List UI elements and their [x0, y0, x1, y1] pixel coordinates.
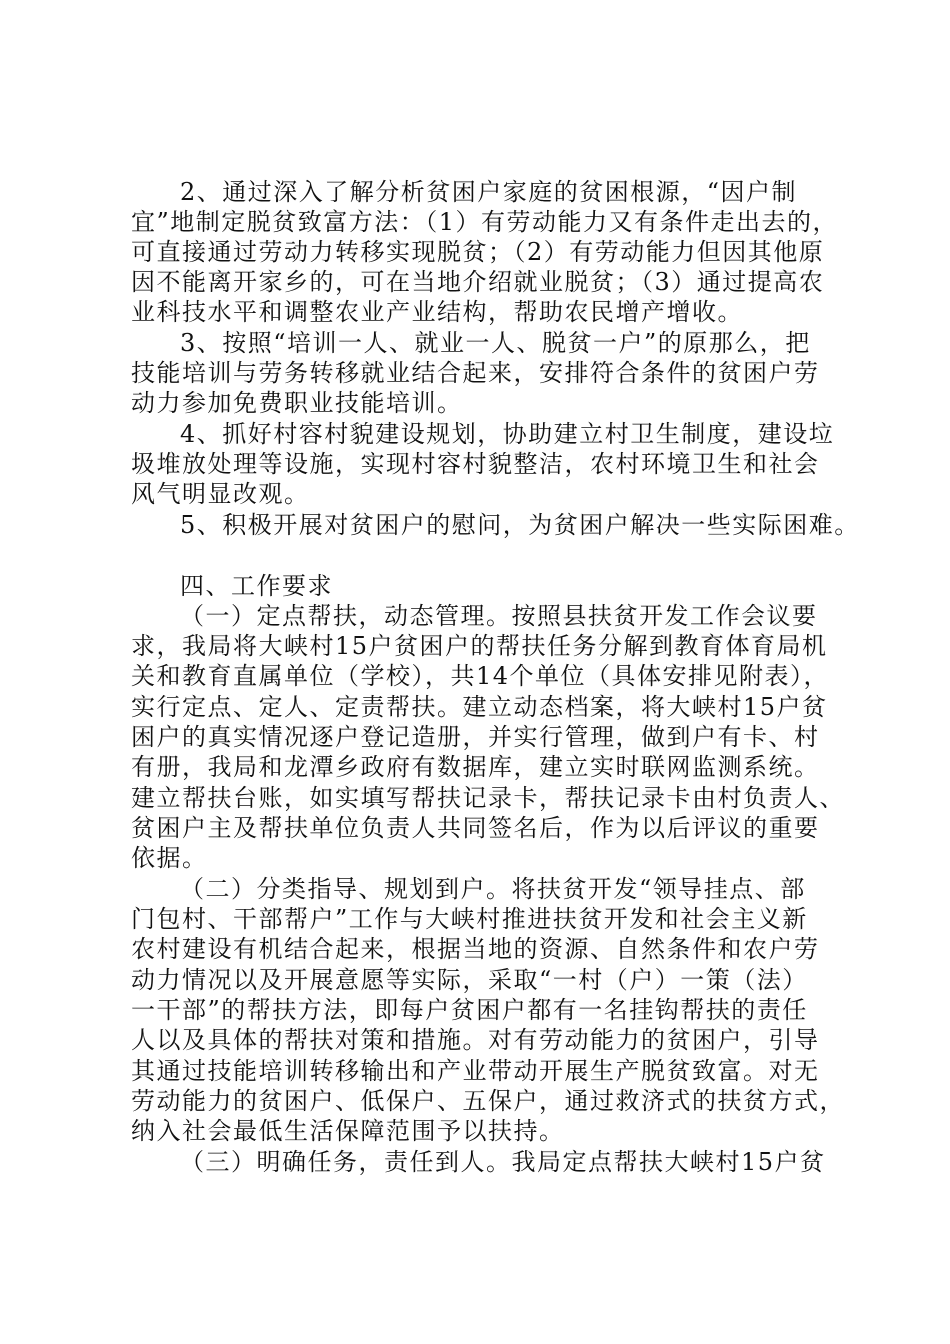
item-1-line-4: 实行定点、定人、定责帮扶。建立动态档案，将大峡村15户贫 [131, 693, 828, 721]
paragraph-2-line-3: 可直接通过劳动力转移实现脱贫；（2）有劳动能力但因其他原 [131, 238, 825, 266]
paragraph-2-line-4: 因不能离开家乡的，可在当地介绍就业脱贫；（3）通过提高农 [131, 268, 825, 296]
paragraph-4-line-2: 圾堆放处理等设施，实现村容村貌整洁，农村环境卫生和社会 [131, 450, 820, 478]
item-2-line-4: 动力情况以及开展意愿等实际，采取“一村（户）一策（法） [131, 966, 808, 994]
paragraph-4-line-1: 4、抓好村容村貌建设规划，协助建立村卫生制度，建设垃 [180, 420, 835, 448]
item-1-line-3: 关和教育直属单位（学校），共14个单位（具体安排见附表）， [131, 662, 830, 690]
item-2-line-8: 劳动能力的贫困户、低保户、五保户，通过救济式的扶贫方式， [131, 1087, 845, 1115]
item-2-line-7: 其通过技能培训转移输出和产业带动开展生产脱贫致富。对无 [131, 1057, 820, 1085]
item-3-line-1: （三）明确任务，责任到人。我局定点帮扶大峡村15户贫 [180, 1148, 826, 1176]
item-1-line-8: 贫困户主及帮扶单位负责人共同签名后，作为以后评议的重要 [131, 814, 820, 842]
item-1-line-9: 依据。 [131, 844, 208, 872]
item-2-line-1: （二）分类指导、规划到户。将扶贫开发“领导挂点、部 [180, 875, 806, 903]
item-1-line-1: （一）定点帮扶，动态管理。按照县扶贫开发工作会议要 [180, 602, 818, 630]
paragraph-3-line-2: 技能培训与劳务转移就业结合起来，安排符合条件的贫困户劳 [131, 359, 820, 387]
paragraph-2-line-5: 业科技水平和调整农业产业结构，帮助农民增产增收。 [131, 298, 743, 326]
item-1-line-7: 建立帮扶台账，如实填写帮扶记录卡，帮扶记录卡由村负责人、 [131, 784, 845, 812]
paragraph-2-line-1: 2、通过深入了解分析贫困户家庭的贫困根源，“因户制 [180, 178, 798, 206]
paragraph-3-line-3: 动力参加免费职业技能培训。 [131, 389, 463, 417]
item-2-line-9: 纳入社会最低生活保障范围予以扶持。 [131, 1117, 565, 1145]
section-heading-work-requirements: 四、工作要求 [180, 572, 333, 600]
item-1-line-6: 有册，我局和龙潭乡政府有数据库，建立实时联网监测系统。 [131, 753, 820, 781]
item-2-line-2: 门包村、干部帮户”工作与大峡村推进扶贫开发和社会主义新 [131, 905, 808, 933]
paragraph-4-line-3: 风气明显改观。 [131, 480, 310, 508]
paragraph-3-line-1: 3、按照“培训一人、就业一人、脱贫一户”的原那么，把 [180, 329, 811, 357]
item-2-line-6: 人以及具体的帮扶对策和措施。对有劳动能力的贫困户，引导 [131, 1026, 820, 1054]
paragraph-2-line-2: 宜”地制定脱贫致富方法：（1）有劳动能力又有条件走出去的， [131, 208, 839, 236]
item-2-line-3: 农村建设有机结合起来，根据当地的资源、自然条件和农户劳 [131, 935, 820, 963]
item-1-line-5: 困户的真实情况逐户登记造册，并实行管理，做到户有卡、村 [131, 723, 820, 751]
item-2-line-5: 一干部”的帮扶方法，即每户贫困户都有一名挂钩帮扶的责任 [131, 996, 808, 1024]
paragraph-5-line-1: 5、积极开展对贫困户的慰问，为贫困户解决一些实际困难。 [180, 511, 860, 539]
item-1-line-2: 求，我局将大峡村15户贫困户的帮扶任务分解到教育体育局机 [131, 632, 828, 660]
